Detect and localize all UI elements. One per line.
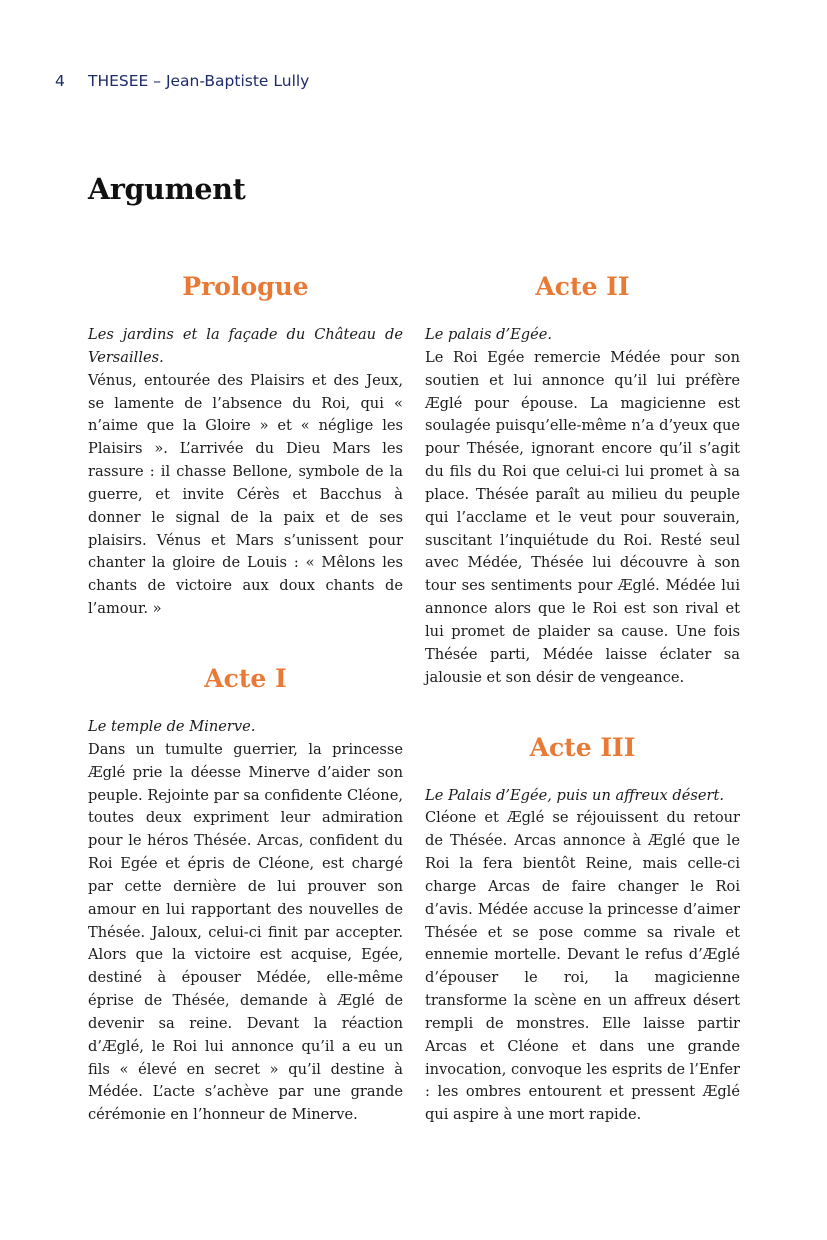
section-prologue xyxy=(88,266,403,621)
section-acte-2 xyxy=(425,266,740,690)
section-acte-3 xyxy=(425,727,740,1128)
running-title: THESEE – Jean-Baptiste Lully xyxy=(88,72,310,90)
running-header xyxy=(55,72,309,90)
section-setting: Le Palais d’Egée, puis un affreux désert. xyxy=(425,786,725,804)
page-number: 4 xyxy=(55,72,65,90)
section-text: Le Roi Egée remercie Médée pour son soutien et lui annonce qu’il lui préfère Æglé pour épouse. La magicienne est soulagée puisqu’elle-même n’a d’yeux que pour Thésée, ignorant encore qu’il s’agit du fils du Roi que celui-ci lui promet à sa place. Thésée paraît au milieu du peuple qui l’acclame et le veut pour souverain, suscitant l’inquiétude du Roi. Resté seul avec Médée, Thésée lui découvre à son tour ses sentiments pour Æglé. Médée lui annonce alors que le Roi est son rival et lui promet de plaider sa cause. Une fois Thésée parti, Médée laisse éclater sa jalousie et son désir de vengeance. xyxy=(425,348,740,686)
section-text: Cléone et Æglé se réjouissent du retour de Thésée. Arcas annonce à Æglé que le Roi la fera bientôt Reine, mais celle-ci charge Arcas de faire changer le Roi d’avis. Médée accuse la princesse d’aimer Thésée et se pose comme sa rivale et ennemie mortelle. Devant le refus d’Æglé d’épouser le roi, la magicienne transforme la scène en un affreux désert rempli de monstres. Elle laisse partir Arcas et Cléone et dans une grande invocation, convoque les esprits de l’Enfer : les ombres entourent et pressent Æglé qui aspire à une mort rapide. xyxy=(425,809,740,1124)
section-text: Vénus, entourée des Plaisirs et des Jeux, se lamente de l’absence du Roi, qui « n’aime que la Gloire » et « néglige les Plaisirs ». L’arrivée du Dieu Mars les rassure : il chasse Bellone, symbole de la guerre, et invite Cérès et Bacchus à donner le signal de la paix et de ses plaisirs. Vénus et Mars s’unissent pour chanter la gloire de Louis : « Mêlons les chants de victoire aux doux chants de l’amour. » xyxy=(88,371,403,618)
left-column xyxy=(88,266,403,1127)
section-body xyxy=(425,324,740,690)
section-heading: Acte I xyxy=(204,663,287,693)
section-body xyxy=(425,785,740,1128)
section-setting: Le palais d’Egée. xyxy=(425,326,553,343)
right-column xyxy=(425,266,740,1127)
section-acte-1 xyxy=(88,658,403,1127)
page-title: Argument xyxy=(88,172,246,206)
section-body xyxy=(88,716,403,1127)
section-heading: Prologue xyxy=(182,272,309,301)
section-setting: Le temple de Minerve. xyxy=(88,717,256,735)
section-text: Dans un tumulte guerrier, la princesse Æglé prie la déesse Minerve d’aider son peuple. Rejointe par sa confidente Cléone, toutes deux expriment leur admiration pour le héros Thésée. Arcas, confident du Roi Egée et épris de Cléone, est chargé par cette dernière de lui prouver son amour en lui rapportant des nouvelles de Thésée. Jaloux, celui-ci finit par accepter. Alors que la victoire est acquise, Egée, destiné à épouser Médée, elle-même éprise de Thésée, demande à Æglé de devenir sa reine. Devant la réaction d’Æglé, le Roi lui annonce qu’il a eu un fils « élevé en secret » qu’il destine à Médée. L’acte s’achève par une grande cérémonie en l’honneur de Minerve. xyxy=(88,740,403,1124)
section-body xyxy=(88,324,403,621)
section-heading: Acte III xyxy=(529,732,636,762)
section-heading: Acte II xyxy=(535,272,630,301)
section-setting: Les jardins et la façade du Château de Versailles. xyxy=(88,326,403,366)
